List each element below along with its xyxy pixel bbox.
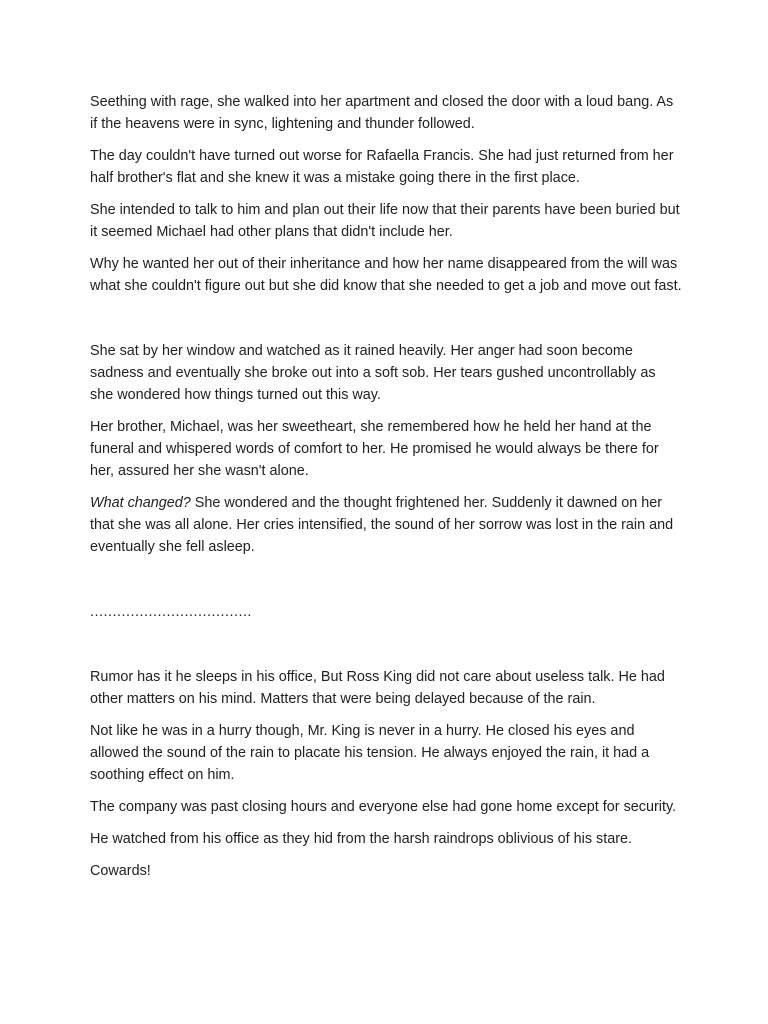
paragraph: She intended to talk to him and plan out their life now that their parents have been buried but it seemed Michael had other plans that didn't include her.: [90, 202, 680, 240]
paragraph-text: She wondered and the thought frightened her. Suddenly it dawned on her that she was all alone. Her cries intensified, the sound of her sorrow was lost in the rain and eventually she fell asleep.: [90, 495, 674, 555]
paragraph: Cowards!: [90, 863, 151, 879]
paragraph: Not like he was in a hurry though, Mr. King is never in a hurry. He closed his eyes and allowed the sound of the rain to placate his tension. He always enjoyed the rain, it had a soothing effect on him.: [90, 723, 650, 783]
document-body: [90, 91, 682, 892]
blank-line: [90, 568, 682, 601]
blank-line: [90, 307, 682, 340]
paragraph: Her brother, Michael, was her sweetheart, she remembered how he held her hand at the funeral and whispered words of comfort to her. He promised he would always be there for her, assured her she wasn't alone.: [90, 419, 659, 479]
scene-separator: ....................................: [90, 604, 252, 620]
paragraph: Seething with rage, she walked into her apartment and closed the door with a loud bang. As if the heavens were in sync, lightening and thunder followed.: [90, 94, 674, 132]
paragraph: She sat by her window and watched as it rained heavily. Her anger had soon become sadness and eventually she broke out into a soft sob. Her tears gushed uncontrollably as she wondered how things turned out this way.: [90, 343, 656, 403]
paragraph: [90, 492, 682, 558]
paragraph: He watched from his office as they hid from the harsh raindrops oblivious of his stare.: [90, 831, 633, 847]
paragraph: Rumor has it he sleeps in his office, But Ross King did not care about useless talk. He had other matters on his mind. Matters that were being delayed because of the rain.: [90, 669, 665, 707]
italic-lead: What changed?: [90, 495, 191, 511]
blank-line: [90, 633, 682, 666]
paragraph: The company was past closing hours and everyone else had gone home except for security.: [90, 799, 677, 815]
paragraph: Why he wanted her out of their inheritance and how her name disappeared from the will was what she couldn't figure out but she did know that she needed to get a job and move out fast.: [90, 256, 682, 294]
paragraph: The day couldn't have turned out worse for Rafaella Francis. She had just returned from her half brother's flat and she knew it was a mistake going there in the first place.: [90, 148, 674, 186]
